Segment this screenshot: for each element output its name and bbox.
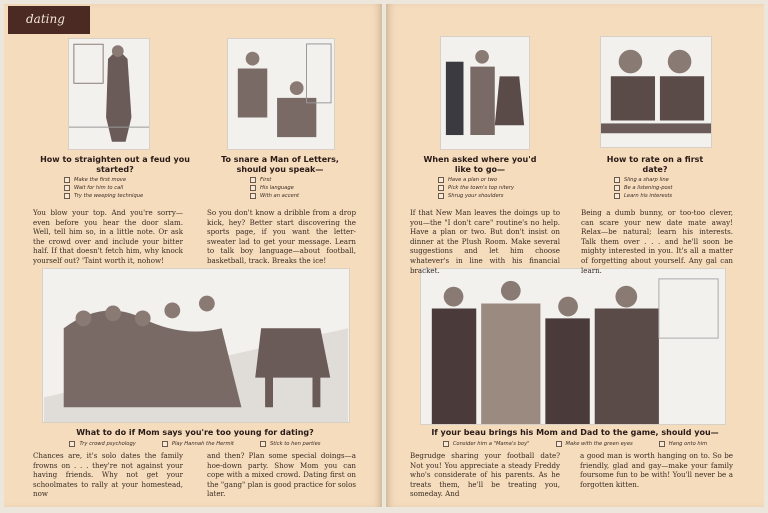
option-label: Try the weeping technique <box>74 193 144 199</box>
option-label: Stick to hen parties <box>269 441 321 447</box>
illustration-where-to-go <box>440 36 530 150</box>
option-label: Pick the town's top nitery <box>448 185 515 191</box>
option-checkbox[interactable] <box>614 184 672 192</box>
option-label: Be a listening-post <box>624 185 673 191</box>
illustration-man-of-letters <box>227 38 335 150</box>
checkbox-icon[interactable] <box>614 185 620 191</box>
option-checkbox[interactable] <box>69 440 135 448</box>
option-label: Make with the green eyes <box>565 441 633 447</box>
checkbox-icon[interactable] <box>260 441 266 447</box>
option-label: First <box>260 177 272 183</box>
illustration-first-date <box>600 36 712 148</box>
option-label: With an accent <box>260 193 300 199</box>
quiz-body-col1: Chances are, it's solo dates the family frowns on . . . they're not against your having friends. Why not get your schoolmates to rally at your homestead, now <box>33 451 183 499</box>
quiz-title: When asked where you'd like to go— <box>423 155 537 174</box>
option-label: Learn his interests <box>624 193 673 199</box>
quiz-options <box>614 176 672 200</box>
quiz-body: Being a dumb bunny, or too-too clever, can scare your new date mate away! Relax—be natural; learn his interests. Talk them over . . . and he'll soon be mighty interested in you. It's all a matter of forgetting about yourself. Any gal can learn. <box>581 208 733 275</box>
quiz-options <box>415 440 735 448</box>
illustration-game-parents <box>420 268 726 425</box>
quiz-title: How to rate on a first date? <box>606 155 704 174</box>
option-checkbox[interactable] <box>438 184 514 192</box>
checkbox-icon[interactable] <box>438 177 444 183</box>
checkbox-icon[interactable] <box>250 177 256 183</box>
option-checkbox[interactable] <box>438 192 514 200</box>
option-checkbox[interactable] <box>162 440 234 448</box>
checkbox-icon[interactable] <box>250 185 256 191</box>
illustration-feud <box>68 38 150 150</box>
option-label: Make the first move <box>74 177 127 183</box>
checkbox-icon[interactable] <box>614 193 620 199</box>
option-checkbox[interactable] <box>556 440 633 448</box>
option-label: Try crowd psychology <box>79 441 136 447</box>
option-checkbox[interactable] <box>614 192 672 200</box>
option-checkbox[interactable] <box>250 192 299 200</box>
checkbox-icon[interactable] <box>69 441 75 447</box>
option-checkbox[interactable] <box>64 192 143 200</box>
quiz-options <box>250 176 299 200</box>
option-checkbox[interactable] <box>64 176 143 184</box>
checkbox-icon[interactable] <box>64 177 70 183</box>
quiz-title: How to straighten out a feud you started? <box>40 155 190 174</box>
checkbox-icon[interactable] <box>614 177 620 183</box>
checkbox-icon[interactable] <box>659 441 665 447</box>
checkbox-icon[interactable] <box>64 185 70 191</box>
quiz-options <box>40 440 350 448</box>
section-tag: dating <box>8 6 90 34</box>
checkbox-icon[interactable] <box>64 193 70 199</box>
checkbox-icon[interactable] <box>250 193 256 199</box>
option-label: Sling a sharp line <box>624 177 669 183</box>
option-checkbox[interactable] <box>250 184 299 192</box>
quiz-title: What to do if Mom says you're too young for dating? <box>76 428 314 437</box>
checkbox-icon[interactable] <box>162 441 168 447</box>
option-checkbox[interactable] <box>64 184 143 192</box>
option-checkbox[interactable] <box>250 176 299 184</box>
illustration-hayride <box>42 268 350 423</box>
quiz-body: You blow your top. And you're sorry—even before you hear the door slam. Well, tell him so, in a little note. Or ask the crowd over and include your bitter half. If that doesn't fetch him, why knock yourself out? 'Taint worth it, nohow! <box>33 208 183 265</box>
option-label: Have a plan or two <box>448 177 498 183</box>
quiz-body: So you don't know a dribble from a drop kick, hey? Better start discovering the sports page, if you want the letter-sweater lad to get your message. Learn to talk boy language—about football, basketball, track. Breaks the ice! <box>207 208 356 265</box>
option-checkbox[interactable] <box>659 440 707 448</box>
quiz-body-col2: and then? Plan some special doings—a hoe-down party. Show Mom you can cope with a mixed crowd. Dating first on the "gang" plan is good practice for solos later. <box>207 451 356 499</box>
quiz-options <box>64 176 143 200</box>
option-label: Consider him a "Mama's boy" <box>452 441 530 447</box>
option-label: His language <box>260 185 294 191</box>
option-label: Play Hannah the Hermit <box>171 441 234 447</box>
option-checkbox[interactable] <box>614 176 672 184</box>
option-label: Hang onto him <box>668 441 708 447</box>
option-label: Shrug your shoulders <box>448 193 504 199</box>
quiz-body: If that New Man leaves the doings up to you—the "I don't care" routine's no help. Have a plan or two. But don't insist on dinner at the Plush Room. Make several suggestions and let him choose whatever's in line with his financial bracket. <box>410 208 560 275</box>
checkbox-icon[interactable] <box>443 441 449 447</box>
quiz-title: If your beau brings his Mom and Dad to the game, should you— <box>431 428 719 437</box>
checkbox-icon[interactable] <box>438 185 444 191</box>
quiz-body-col1: Begrudge sharing your football date? Not you! You appreciate a steady Freddy who's considerate of his parents. As he treats them, he'll be treating you, someday. And <box>410 451 560 499</box>
option-checkbox[interactable] <box>260 440 321 448</box>
option-checkbox[interactable] <box>443 440 530 448</box>
option-checkbox[interactable] <box>438 176 514 184</box>
quiz-options <box>438 176 514 200</box>
checkbox-icon[interactable] <box>556 441 562 447</box>
quiz-title: To snare a Man of Letters, should you speak— <box>221 155 339 174</box>
checkbox-icon[interactable] <box>438 193 444 199</box>
option-label: Wait for him to call <box>74 185 124 191</box>
quiz-body-col2: a good man is worth hanging on to. So be friendly, glad and gay—make your family foursome fun to be with! You'll never be a forgotten kitten. <box>580 451 733 489</box>
